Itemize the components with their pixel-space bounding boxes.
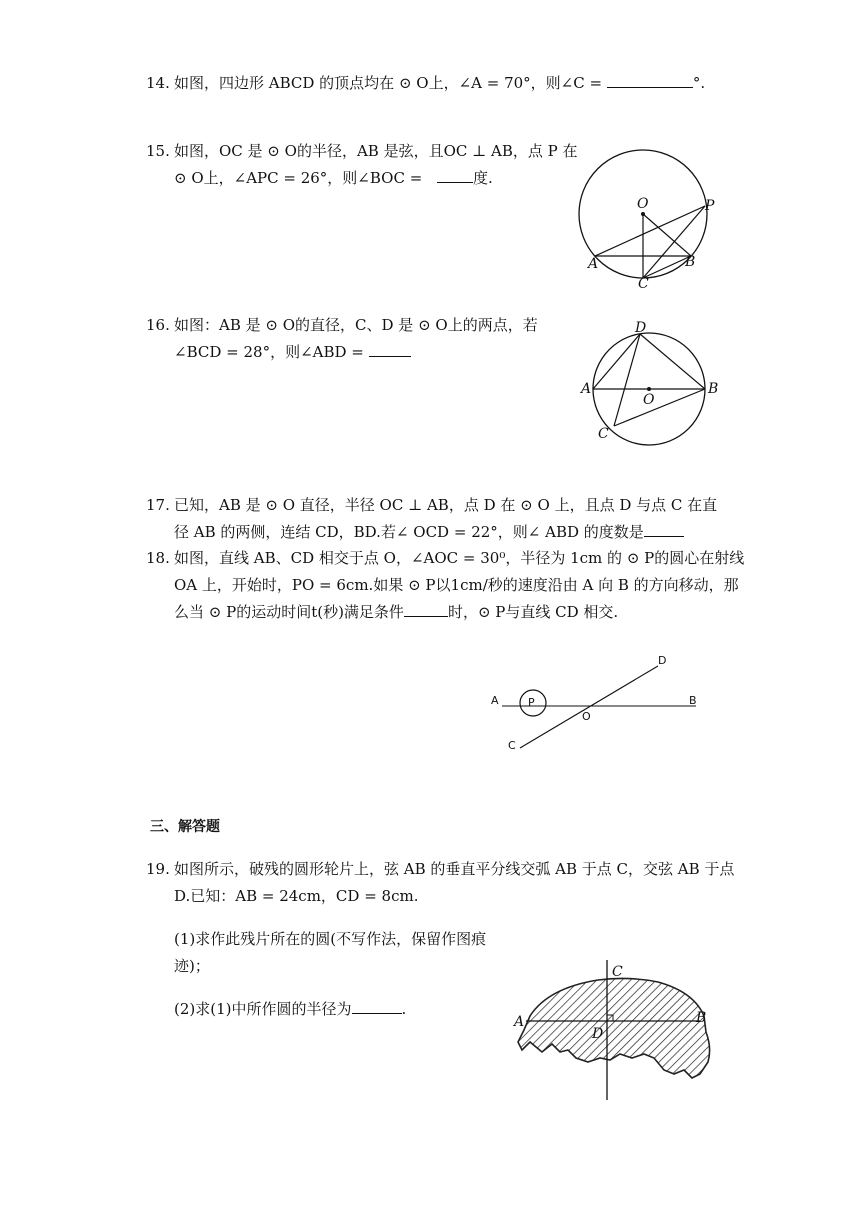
question-text: 如图，四边形 ABCD 的顶点均在 ⊙ O上，∠A = 70°，则∠C = [174, 74, 607, 92]
question-18 [146, 545, 744, 626]
question-16 [146, 312, 538, 366]
question-text-tail: 时，⊙ P与直线 CD 相交. [447, 603, 619, 621]
question-19-part-2 [146, 996, 406, 1023]
question-number: 19. [146, 860, 170, 878]
question-19 [146, 856, 734, 910]
label-D: D [592, 1026, 604, 1042]
answer-blank[interactable] [369, 340, 411, 357]
label-B: B [685, 254, 696, 270]
section-heading: 三、解答题 [150, 819, 220, 835]
answer-blank[interactable] [352, 997, 402, 1014]
answer-blank[interactable] [607, 71, 693, 88]
question-number: 15. [146, 142, 170, 160]
label-O: O [643, 392, 655, 408]
label-B: B [708, 381, 719, 397]
broken-wheel-fragment [518, 978, 710, 1078]
label-D: D [658, 654, 667, 667]
subquestion-text: (1)求作此残片所在的圆(不写作法，保留作图痕 [174, 930, 487, 948]
label-A: A [514, 1014, 525, 1030]
question-15 [146, 138, 577, 192]
question-14 [146, 70, 705, 97]
label-P: P [705, 198, 715, 214]
subquestion-text: (2)求(1)中所作圆的半径为 [174, 1000, 352, 1018]
figure-q15 [575, 148, 725, 293]
question-text: ∠BCD = 28°，则∠ABD = [174, 343, 369, 361]
question-text: 径 AB 的两侧，连结 CD，BD.若∠ OCD = 22°，则∠ ABD 的度数是 [174, 523, 644, 541]
question-text: 如图，直线 AB、CD 相交于点 O，∠AOC = 30⁰，半径为 1cm 的 ⊙ P的圆心在射线 [174, 549, 745, 567]
label-C: C [508, 739, 516, 752]
figure-q18 [488, 650, 708, 755]
question-text: 如图所示，破残的圆形轮片上，弦 AB 的垂直平分线交弧 AB 于点 C，交弦 AB 于点 [174, 860, 735, 878]
label-B: B [689, 694, 697, 707]
label-B: B [696, 1010, 707, 1026]
question-number: 16. [146, 316, 170, 334]
answer-blank[interactable] [404, 600, 448, 617]
label-D: D [635, 320, 647, 336]
question-text: 如图，OC 是 ⊙ O的半径，AB 是弦，且OC ⊥ AB，点 P 在 [174, 142, 578, 160]
question-text: OA 上，开始时，PO = 6cm.如果 ⊙ P以1cm/秒的速度沿由 A 向 B 的方向移动，那 [174, 576, 739, 594]
question-number: 17. [146, 496, 170, 514]
label-O: O [637, 196, 649, 212]
subquestion-text-tail: . [401, 1000, 407, 1018]
figure-q16 [578, 318, 723, 450]
question-19-part-1 [146, 926, 486, 980]
figure-q19 [508, 958, 723, 1103]
question-text-tail: 度. [473, 169, 493, 187]
label-P: P [528, 696, 535, 709]
answer-blank[interactable] [644, 520, 684, 537]
question-number: 14. [146, 74, 170, 92]
question-text: D.已知：AB = 24cm，CD = 8cm. [174, 887, 419, 905]
question-text: 已知，AB 是 ⊙ O 直径，半径 OC ⊥ AB，点 D 在 ⊙ O 上，且点 D 与点 C 在直 [174, 496, 718, 514]
question-17 [146, 492, 717, 546]
label-A: A [491, 694, 499, 707]
label-A: A [588, 256, 599, 272]
label-C: C [638, 276, 649, 292]
subquestion-text: 迹)； [174, 957, 210, 975]
question-text: 如图：AB 是 ⊙ O的直径，C、D 是 ⊙ O上的两点，若 [174, 316, 538, 334]
label-C: C [612, 964, 623, 980]
label-A: A [581, 381, 592, 397]
label-C: C [598, 426, 609, 442]
question-text-tail: °. [692, 74, 706, 92]
answer-blank[interactable] [437, 166, 473, 183]
question-text: 么当 ⊙ P的运动时间t(秒)满足条件 [174, 603, 404, 621]
label-O: O [582, 710, 591, 723]
question-text: ⊙ O上，∠APC = 26°，则∠BOC = [174, 169, 428, 187]
question-number: 18. [146, 549, 170, 567]
